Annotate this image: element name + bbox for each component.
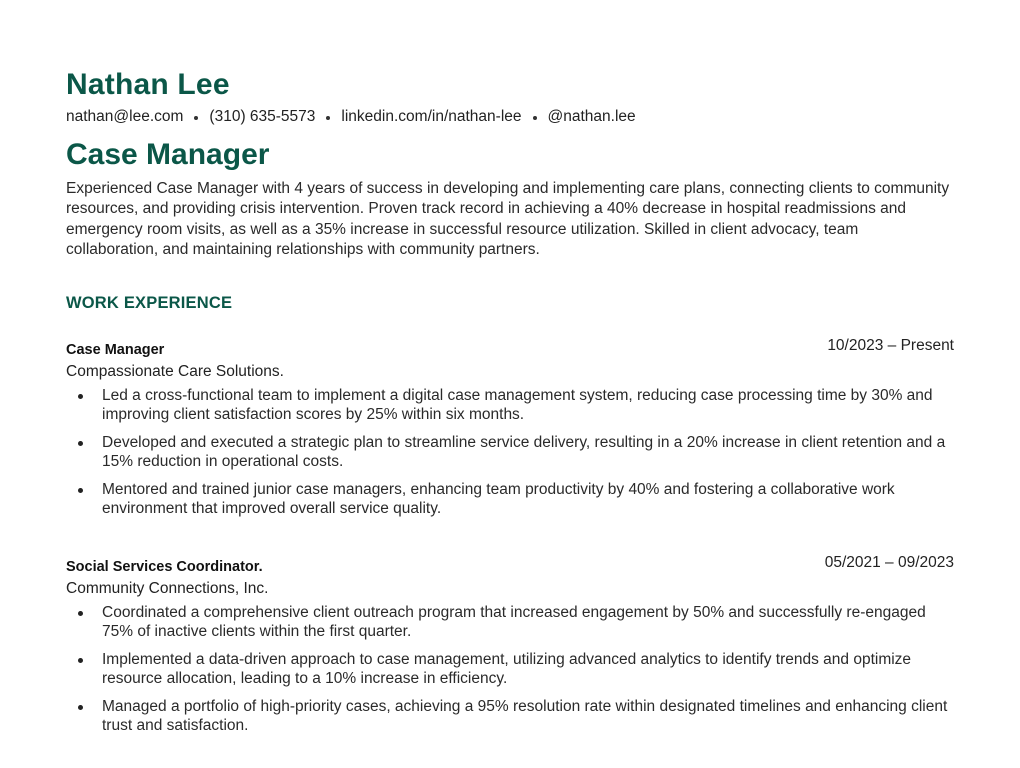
- list-item: [66, 387, 954, 425]
- job-bullets: [66, 604, 954, 736]
- job-title-heading: Case Manager: [66, 138, 270, 171]
- bullet-text: Coordinated a comprehensive client outreach program that increased engagement by 50% and successfully re-engaged 75% of inactive clients within the first quarter.: [102, 603, 926, 640]
- candidate-name: Nathan Lee: [66, 68, 230, 101]
- professional-summary: Experienced Case Manager with 4 years of success in developing and implementing care plans, connecting clients to community resources, and providing crisis intervention. Proven track record in achieving a 40% decrease in hospital readmissions and emergency room visits, as well as a 35% increase in successful resource utilization. Skilled in client advocacy, team collaboration, and maintaining relationships with community partners.: [66, 180, 950, 258]
- job-header: [66, 553, 954, 577]
- bullet-icon: [78, 441, 83, 446]
- job-company: Compassionate Care Solutions.: [66, 363, 284, 381]
- job-role: Case Manager: [66, 342, 165, 359]
- contact-handle[interactable]: @nathan.lee: [547, 108, 636, 125]
- bullet-text: Managed a portfolio of high-priority cases, achieving a 95% resolution rate within designated timelines and enhancing client trust and satisfaction.: [102, 698, 948, 734]
- contact-email[interactable]: nathan@lee.com: [66, 108, 184, 125]
- job-bullets: [66, 387, 954, 519]
- contact-linkedin[interactable]: linkedin.com/in/nathan-lee: [341, 108, 522, 125]
- bullet-text: Implemented a data-driven approach to case management, utilizing advanced analytics to identify trends and optimize resource allocation, leading to a 10% increase in efficiency.: [102, 651, 912, 687]
- job-entry: [66, 336, 954, 519]
- contact-phone[interactable]: (310) 635-5573: [209, 108, 316, 125]
- list-item: [66, 604, 954, 642]
- list-item: [66, 434, 954, 472]
- job-dates: 05/2021 – 09/2023: [824, 553, 954, 571]
- job-dates: 10/2023 – Present: [827, 337, 954, 355]
- bullet-icon: [78, 611, 83, 616]
- bullet-icon: [78, 658, 83, 663]
- bullet-text: Developed and executed a strategic plan to streamline service delivery, resulting in a 20% increase in client retention and a 15% reduction in operational costs.: [102, 434, 946, 471]
- job-entry: [66, 553, 954, 736]
- contact-line: [66, 107, 954, 127]
- list-item: [66, 651, 954, 689]
- list-item: [66, 481, 954, 519]
- bullet-icon: [78, 488, 83, 493]
- job-role: Social Services Coordinator.: [66, 558, 263, 575]
- bullet-text: Mentored and trained junior case managers, enhancing team productivity by 40% and fostering a collaborative work environment that improved overall service quality.: [102, 481, 895, 518]
- bullet-icon: [78, 394, 83, 399]
- job-company: Community Connections, Inc.: [66, 579, 269, 597]
- work-experience-heading: WORK EXPERIENCE: [66, 294, 233, 313]
- separator-dot-icon: [533, 116, 537, 120]
- job-header: [66, 336, 954, 360]
- separator-dot-icon: [326, 116, 330, 120]
- separator-dot-icon: [194, 116, 198, 120]
- bullet-text: Led a cross-functional team to implement a digital case management system, reducing case processing time by 30% and improving client satisfaction scores by 25% within six months.: [102, 387, 933, 423]
- bullet-icon: [78, 705, 83, 710]
- list-item: [66, 698, 954, 736]
